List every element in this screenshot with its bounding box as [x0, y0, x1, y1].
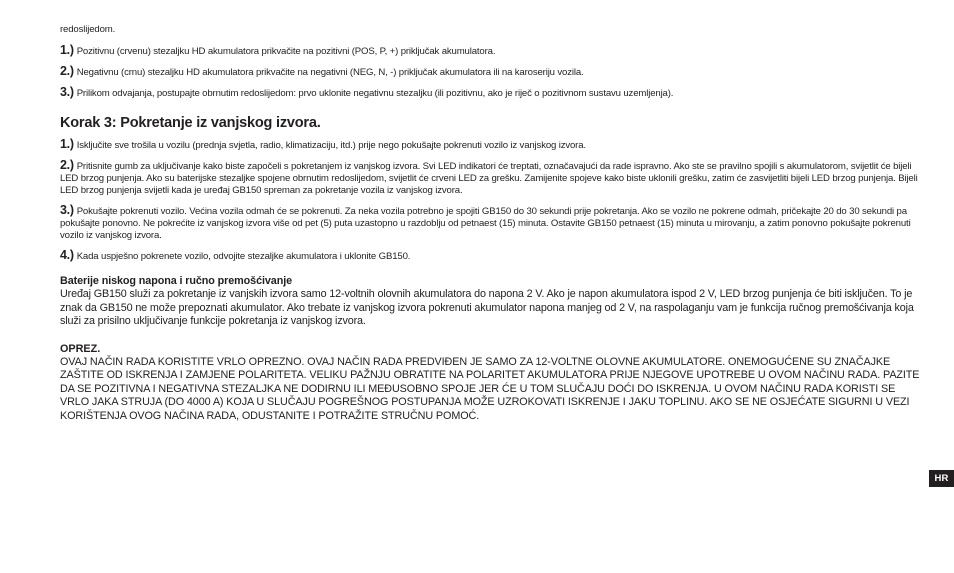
- step-number: 3.): [60, 203, 74, 217]
- step-number: 2.): [60, 158, 74, 172]
- step-text: Isključite sve trošila u vozilu (prednja svjetla, radio, klimatizaciju, itd.) prije nego pokušajte pokrenuti vozilo iz vanjskog izvora.: [76, 140, 586, 151]
- step-number: 2.): [60, 64, 74, 78]
- connect-step-2: [60, 65, 920, 79]
- step-text: Pokušajte pokrenuti vozilo. Većina vozila odmah će se pokrenuti. Za neka vozila potrebno je spojiti GB150 do 30 sekundi prije pokretanja. Ako se vozilo ne pokrene odmah, pričekajte 20 do 30 sekundi pa pokušajte ponovno. Ne pokrećite iz vanjskog izvora više od pet (5) puta uzastopno u razdoblju od petnaest (15) minuta. Ostavite GB150 petnaest (15) minuta u mirovanju, a zatim ponovno pokušajte pokrenuti vozilo iz vanjskog izvora.: [60, 206, 911, 241]
- step-3-heading: [60, 114, 920, 132]
- start-step-3: [60, 204, 920, 242]
- connect-step-1: [60, 44, 920, 58]
- start-step-4: [60, 249, 920, 263]
- low-voltage-title: Baterije niskog napona i ručno premošćivanje: [60, 275, 292, 287]
- language-badge: HR: [929, 470, 954, 487]
- start-step-1: [60, 138, 920, 152]
- manual-page: [60, 24, 920, 423]
- caution-title: OPREZ.: [60, 342, 101, 355]
- start-steps-list: [60, 138, 920, 263]
- step-text: Negativnu (crnu) stezaljku HD akumulatora prikvačite na negativni (NEG, N, -) priključak akumulatora ili na karoseriju vozila.: [76, 67, 584, 78]
- step-text: Kada uspješno pokrenete vozilo, odvojite stezaljke akumulatora i uklonite GB150.: [76, 251, 411, 262]
- step-number: 3.): [60, 85, 74, 99]
- caution-body: OVAJ NAČIN RADA KORISTITE VRLO OPREZNO. OVAJ NAČIN RADA PREDVIĐEN JE SAMO ZA 12-VOLTNE OLOVNE AKUMULATORE. ONEMOGUĆENE SU ZNAČAJKE ZAŠTITE OD ISKRENJA I ZAMJENE POLARITETA. VELIKU PAŽNJU OBRATITE NA POLARITET AKUMULATORA PRIJE NJEGOVE UPOTREBE U OVOM NAČINU RADA. PAZITE DA SE POZITIVNA I NEGATIVNA STEZALJKA NE DODIRNU ILI MEĐUSOBNO SPOJE JER ĆE U TOM SLUČAJU DOĆI DO ISKRENJA. U OVOM NAČINU RADA KORISTI SE VRLO JAKA STRUJA (DO 4000 A) KOJA U SLUČAJU POGREŠNOG POSTUPANJA MOŽE UZROKOVATI ISKRENJE I JAKU TOPLINU. AKO SE NE OSJEĆATE SIGURNI U VEZI KORIŠTENJA OVOG NAČINA RADA, ODUSTANITE I POTRAŽITE STRUČNU POMOĆ.: [60, 355, 920, 422]
- low-voltage-body: Uređaj GB150 služi za pokretanje iz vanjskih izvora samo 12-voltnih olovnih akumulatora do napona 2 V. Ako je napon akumulatora ispod 2 V, LED brzog punjenja će biti isključen. To je znak da GB150 ne može prepoznati akumulator. Ako trebate iz vanjskog izvora pokrenuti akumulator napona manjeg od 2 V, na raspolaganju vam je funkcija ručnog premošćivanja koja služi za prisilno uključivanje funkcije pokretanja iz vanjskog izvora.: [60, 288, 914, 327]
- step-number: 4.): [60, 248, 74, 262]
- step-text: Pozitivnu (crvenu) stezaljku HD akumulatora prikvačite na pozitivni (POS, P, +) priključak akumulatora.: [76, 46, 496, 57]
- step-3-title: Pokretanje iz vanjskog izvora.: [120, 115, 321, 131]
- connect-step-3: [60, 86, 920, 100]
- connect-steps-list: [60, 44, 920, 100]
- intro-text: redoslijedom.: [60, 24, 116, 35]
- start-step-2: [60, 159, 920, 197]
- step-text: Prilikom odvajanja, postupajte obrnutim redoslijedom: prvo uklonite negativnu stezaljku (ili pozitivnu, ako je riječ o pozitivnom sustavu uzemljenja).: [76, 88, 674, 99]
- step-number: 1.): [60, 137, 74, 151]
- step-3-prefix: Korak 3:: [60, 115, 121, 131]
- step-number: 1.): [60, 43, 74, 57]
- step-text: Pritisnite gumb za uključivanje kako biste započeli s pokretanjem iz vanjskog izvora. Svi LED indikatori će treptati, označavajući da rade ispravno. Ako ste se pravilno spojili s akumulatorom, svijetlit će bijeli LED brzog punjenja. Ako su baterijske stezaljke spojene obrnutim redoslijedom, svijetlit će crveni LED za grešku. Zamijenite spojeve kako biste uklonili grešku, zatim će zasvijetliti bijeli LED brzog punjenja. Bijeli LED brzog punjenja svijetli kada je uređaj GB150 spreman za pokretanje vozila iz vanjskog izvora.: [60, 161, 918, 196]
